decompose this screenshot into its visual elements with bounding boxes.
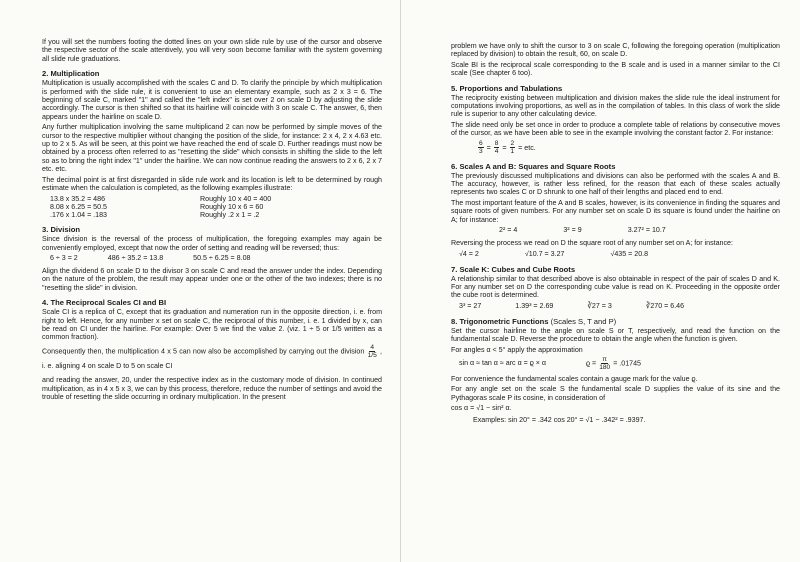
equation: 2² = 4 bbox=[499, 226, 518, 235]
s2-paragraph-2: Any further multiplication involving the same multiplicand 2 can now be performed by simple moves of the cursor to the respective multiplier without changing the position of the slide, for instance: 2 x 4, 2 x 4.63 etc. up to 2 x 5. As will be seen, at this point we have reached the end of scale D. Further readings must now be obtained by a process often referred to as "resetting the slide" which consists in shifting the slide to the left so as to bring the right index "1" under the hairline. We can now continue reading the answers to 2 x 6, 2 x 7 etc. etc. bbox=[42, 123, 382, 174]
s3-paragraph-1: Since division is the reversal of the process of multiplication, the foregoing examples may again be conveniently employed, except that now the order of setting and reading will be reversed; thus: bbox=[42, 235, 382, 252]
denominator: 4 bbox=[494, 148, 499, 156]
s5-paragraph-2: The slide need only be set once in order to produce a complete table of relations by consecutive moves of the cursor, as we have been able to see in the example involving the constant factor 2. For instance: bbox=[451, 120, 780, 138]
equation: √435 = 20.8 bbox=[610, 249, 649, 258]
decimal-examples-table bbox=[50, 195, 382, 220]
proportion-fractions: $\frac{6}{3}$ = $\frac{8}{4}$ = $\frac{2}{1}$ = etc. bbox=[479, 140, 536, 156]
fraction bbox=[478, 140, 484, 155]
numerator: 6 bbox=[479, 140, 483, 148]
s3-paragraph-2: Align the dividend 6 on scale D to the divisor 3 on scale C and read the answer under the index. Depending on the nature of the problem, the result may appear under one or the other of the two indexes; there is no "resetting the slide" in division. bbox=[42, 266, 382, 292]
s4-text-a: Consequently then, the multiplication 4 x 5 can now also be accomplished by carrying out the division bbox=[42, 347, 365, 356]
numerator: 2 bbox=[510, 140, 515, 148]
cube-equations bbox=[459, 302, 780, 311]
s6-paragraph-2: The most important feature of the A and B scales, however, is its convenience in finding the squares and square roots of given numbers. For any number set on scale D its square is found under the hairline on A; for instance: bbox=[451, 198, 780, 224]
section-3-heading: 3. Division bbox=[42, 225, 80, 235]
cos-formula: cos α = √1 − sin² α. bbox=[451, 404, 512, 413]
equation: 50.5 ÷ 6.25 = 8.08 bbox=[193, 253, 251, 262]
fraction-numerator: 4 bbox=[370, 343, 374, 351]
numerator: π bbox=[602, 355, 607, 363]
rho-label: ϱ = bbox=[586, 359, 597, 368]
equation: ∛270 = 6.46 bbox=[645, 301, 685, 310]
denominator: 1 bbox=[510, 148, 515, 156]
s4-paragraph-3: and reading the answer, 20, under the respective index as in the customary mode of division. In continued multiplication, as in 4 x 5 x 3, we can by this process, therefore, reduce the number of settings and avoid the trouble of resetting the slide occurring in ordinary multiplication. In the present bbox=[42, 376, 382, 401]
section-8-heading bbox=[451, 317, 780, 326]
denominator: 180 bbox=[599, 363, 611, 371]
s8-paragraph-4: For any angle set on the scale S the fundamental scale D supplies the value of its sine and the Pythagoras scale P its cosine, in consideration of bbox=[451, 385, 780, 402]
example-cell: Roughly .2 x 1 = .2 bbox=[200, 210, 260, 219]
equation: 6 ÷ 3 = 2 bbox=[50, 253, 78, 262]
s2-paragraph-1: Multiplication is usually accomplished with the scales C and D. To clarify the principle by which multiplication is performed with the slide rule, it is convenient to use an elementary example, such as 2 x 3 = 6. The beginning of scale C, marked "1" and called the "left index" is set over 2 on scale D by adjusting the slide accordingly. The cursor is then shifted so that its hairline will coincide with 3 on scale C. The answer, 6, then appears under the hairline on scale D. bbox=[42, 79, 382, 121]
continued-paragraph: problem we have only to shift the cursor to 3 on scale C, following the foregoing operation (multiplication replaced by division) to obtain the result, 60, on scale D. bbox=[451, 42, 780, 59]
s4-paragraph-1: Scale CI is a replica of C, except that its graduation and numeration run in the opposite direction, i. e. from right to left. Hence, for any number x set on scale C, the reciprocal of this number, i. e. 1 divided by x, can be read on CI under the hairline. For example: Over 5 we find the value 2. (viz. 1 ÷ 5 or 1/5 written as a common fraction). bbox=[42, 308, 382, 342]
s8-paragraph-2: For angles α < 5° apply the approximation bbox=[451, 345, 583, 354]
equation: 3² = 9 bbox=[563, 226, 582, 235]
example-cell: Roughly 10 x 40 = 400 bbox=[200, 194, 272, 203]
section-8-subtitle: (Scales S, T and P) bbox=[550, 316, 617, 326]
example-cell: Roughly 10 x 6 = 60 bbox=[200, 202, 264, 211]
s8-paragraph-3: For convenience the fundamental scales contain a gauge mark for the value ϱ. bbox=[451, 374, 698, 383]
section-2-heading: 2. Multiplication bbox=[42, 69, 100, 79]
fraction bbox=[494, 140, 500, 155]
equation: 3³ = 27 bbox=[459, 301, 482, 310]
division-equations bbox=[50, 254, 382, 263]
example-cell: 13.8 x 35.2 = 486 bbox=[50, 194, 106, 203]
s5-paragraph-1: The reciprocity existing between multiplication and division makes the slide rule the ideal instrument for computations involving proportions, as well as in the compilation of tables. In this class of work the slide rule is superior to any other calculating device. bbox=[451, 93, 780, 119]
section-7-heading: 7. Scale K: Cubes and Cube Roots bbox=[451, 264, 576, 274]
s6-paragraph-3: Reversing the process we read on D the square root of any number set on A; for instance: bbox=[451, 239, 733, 248]
bi-paragraph: Scale BI is the reciprocal scale corresponding to the B scale and is used in a manner similar to the CI scale (See chapter 6 too). bbox=[451, 60, 780, 78]
section-6-heading: 6. Scales A and B: Squares and Square Roots bbox=[451, 161, 616, 171]
numerator: 8 bbox=[494, 140, 499, 148]
rho-fraction bbox=[599, 356, 610, 371]
intro-paragraph: If you will set the numbers footing the dotted lines on your own slide rule by use of the cursor and observe the respective sector of the scale attentively, you will very soon become familiar with the system governing all slide rule graduations. bbox=[42, 38, 382, 63]
equation: ∛27 = 3 bbox=[587, 301, 612, 310]
rho-formula bbox=[586, 356, 641, 371]
s2-paragraph-3: The decimal point is at first disregarded in slide rule work and its location is left to be determined by rough estimate when the calculation is completed, as the following examples illustrate: bbox=[42, 175, 382, 193]
division-fraction bbox=[368, 344, 377, 359]
fraction bbox=[510, 140, 516, 155]
rho-value: = .01745 bbox=[613, 359, 641, 368]
approximation-line bbox=[459, 356, 780, 371]
equation: 3.27² = 10.7 bbox=[627, 226, 666, 235]
equation: 486 ÷ 35.2 = 13.8 bbox=[107, 253, 164, 262]
square-root-equations bbox=[459, 250, 780, 259]
approximation-formula: sin α ≈ tan α ≈ arc α = ϱ × α bbox=[459, 358, 547, 367]
equation: √10.7 = 3.27 bbox=[524, 249, 565, 258]
right-page bbox=[400, 0, 800, 562]
section-5-heading: 5. Proportions and Tabulations bbox=[451, 83, 563, 93]
equation: √4 = 2 bbox=[459, 249, 479, 258]
example-cell: .176 x 1.04 = .183 bbox=[50, 210, 107, 219]
square-equations bbox=[499, 226, 780, 235]
denominator: 3 bbox=[479, 148, 483, 156]
s4-text-b: , i. e. aligning 4 on scale D to 5 on scale CI bbox=[42, 347, 382, 371]
s4-paragraph-2 bbox=[42, 344, 382, 374]
s6-paragraph-1: The previously discussed multiplications and divisions can also be performed with the scales A and B. The accuracy, however, is rather less refined, for the reason that each of these scales actually represents two scales C or D shrunk to one half of their lengths and placed end to end. bbox=[451, 171, 780, 197]
fraction-denominator: 1/5 bbox=[367, 351, 377, 359]
s8-paragraph-1: Set the cursor hairline to the angle on scale S or T, respectively, and read the function on the fundamental scale D. Reverse the procedure to obtain the angle when the function is given. bbox=[451, 326, 780, 344]
section-8-title: 8. Trigonometric Functions bbox=[451, 316, 549, 326]
examples-line: Examples: sin 20° = .342 cos 20° = √1 − .342² = .9397. bbox=[473, 415, 646, 424]
example-cell: 8.08 x 6.25 = 50.5 bbox=[50, 202, 107, 211]
s7-paragraph-1: A relationship similar to that described above is also obtainable in respect of the pair of scales D and K. For any number set on D the corresponding cube value is read on K. Proceeding in the opposite order the cube root is determined. bbox=[451, 274, 780, 300]
etc-label: etc. bbox=[524, 143, 536, 152]
section-4-heading: 4. The Reciprocal Scales CI and BI bbox=[42, 298, 167, 308]
equation: 1.39³ = 2.69 bbox=[515, 301, 554, 310]
